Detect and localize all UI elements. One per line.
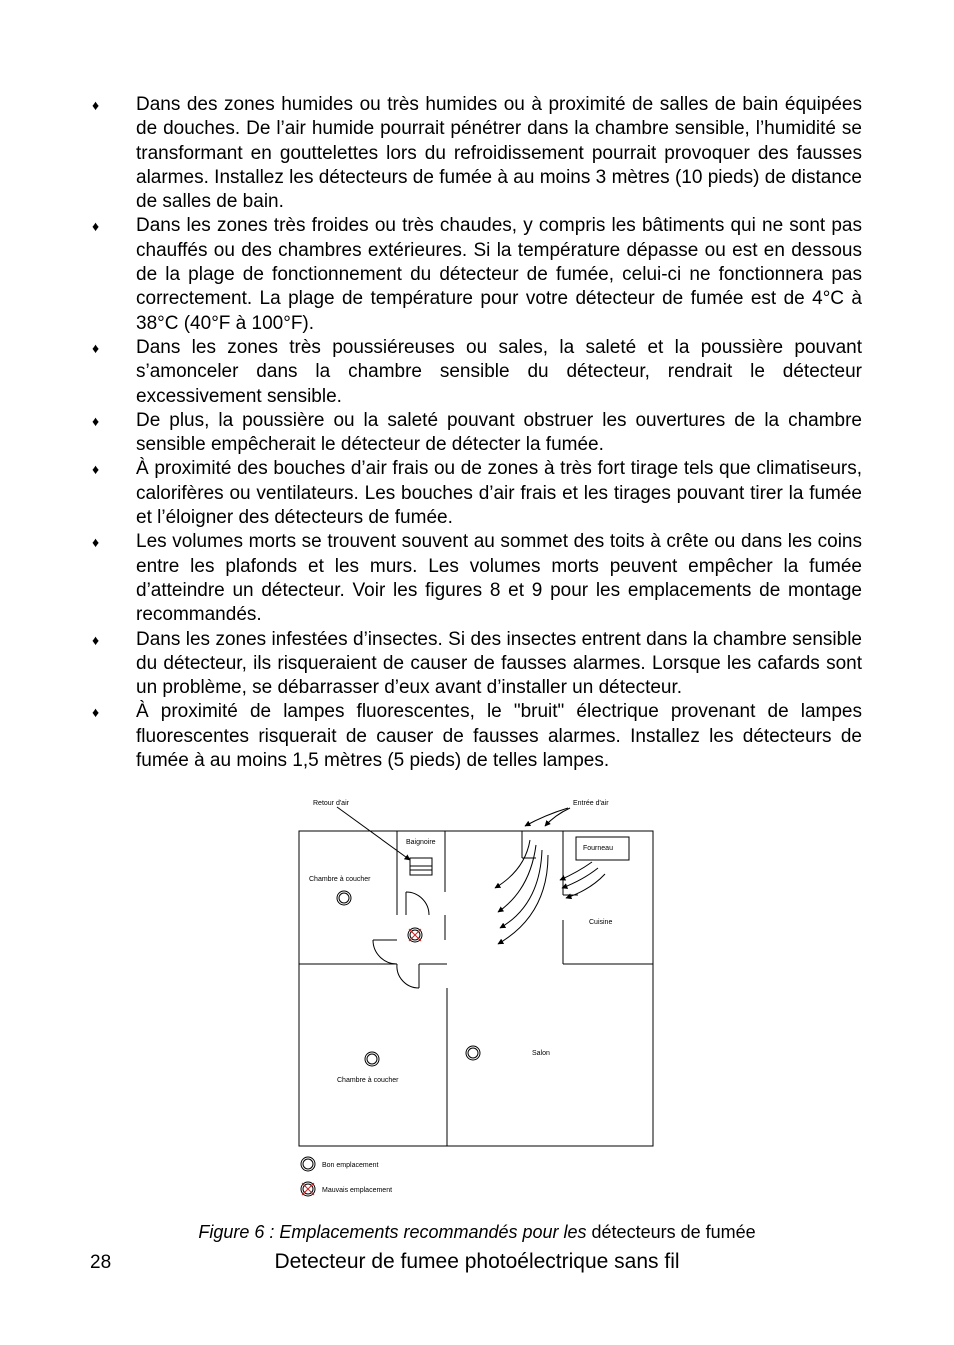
bullet-item bbox=[92, 214, 862, 335]
bullet-text: À proximité de lampes fluorescentes, le "bruit" électrique provenant de lampes fluorescentes risquerait de causer de fausses alarmes. Installez les détecteurs de fumée à au moins 1,5 mètres (5 pieds) de telles lampes. bbox=[136, 701, 862, 772]
bullet-symbol: ♦ bbox=[92, 339, 100, 356]
cuisine-label: Cuisine bbox=[589, 919, 613, 926]
entree-air-label: Entrée d'air bbox=[573, 800, 609, 807]
bullet-item bbox=[92, 700, 862, 773]
caption-normal: détecteurs de fumée bbox=[586, 1222, 756, 1242]
legend-bad-icon bbox=[301, 1182, 315, 1196]
legend-good-label: Bon emplacement bbox=[322, 1162, 379, 1169]
good-detector-icon bbox=[466, 1046, 480, 1060]
bullet-text: À proximité des bouches d’air frais ou de zones à très fort tirage tels que climatiseurs, calorifères ou ventilateurs. Les bouches d’air frais et les tirages pouvant tirer la fumée et l’éloigner des détecteurs de fumée. bbox=[136, 458, 862, 529]
caption-italic: Figure 6 : Emplacements recommandés pour les bbox=[198, 1222, 587, 1242]
bullet-symbol: ♦ bbox=[92, 704, 100, 721]
bullet-item bbox=[92, 409, 862, 458]
bullet-text: Dans les zones infestées d’insectes. Si des insectes entrent dans la chambre sensible du détecteur, ils risqueraient de causer de fausses alarmes. Lorsque les cafards sont un problème, se débarrasser d’eux avant d’installer un détecteur. bbox=[136, 628, 862, 699]
baignoire-label: Baignoire bbox=[406, 839, 436, 846]
bullet-symbol: ♦ bbox=[92, 412, 100, 429]
footer-title: Detecteur de fumee photoélectrique sans fil bbox=[274, 1250, 680, 1273]
bullet-symbol: ♦ bbox=[92, 97, 100, 113]
good-detector-icon bbox=[337, 891, 351, 905]
bullet-item bbox=[92, 530, 862, 627]
bullet-text: Dans des zones humides ou très humides ou à proximité de salles de bain équipées de douches. De l’air humide pourrait pénétrer dans la chambre sensible, l’humidité se transformant en gouttelettes lors du refroidissement pourrait provoquer des fausses alarmes. Installez les détecteurs de fumée à au moins 3 mètres (10 pieds) de distance de salles de bain. bbox=[136, 94, 862, 213]
floor-plan-figure bbox=[270, 796, 690, 1206]
bullet-text: De plus, la poussière ou la saleté pouvant obstruer les ouvertures de la chambre sensible empêcherait le détecteur de détecter la fumée. bbox=[136, 409, 862, 456]
bullet-symbol: ♦ bbox=[92, 218, 100, 235]
bullet-symbol: ♦ bbox=[92, 631, 100, 648]
fourneau-label: Fourneau bbox=[583, 845, 613, 852]
legend-good-icon bbox=[301, 1157, 315, 1171]
bullet-text: Dans les zones très poussiéreuses ou sales, la saleté et la poussière pouvant s’amonceler dans la chambre sensible du détecteur, rendrait le détecteur excessivement sensible. bbox=[136, 336, 862, 407]
salon-label: Salon bbox=[532, 1050, 550, 1057]
bullet-item bbox=[92, 628, 862, 701]
chambre-2-label: Chambre à coucher bbox=[337, 1077, 399, 1084]
page-number: 28 bbox=[90, 1252, 112, 1273]
bad-detector-icon bbox=[408, 928, 422, 942]
bullet-symbol: ♦ bbox=[92, 534, 100, 551]
bullet-symbol: ♦ bbox=[92, 461, 100, 478]
bullet-item bbox=[92, 457, 862, 530]
good-detector-icon bbox=[365, 1052, 379, 1066]
bullet-text: Les volumes morts se trouvent souvent au sommet des toits à crête ou dans les coins entre les plafonds et les murs. Les volumes morts peuvent empêcher la fumée d’atteindre un détecteur. Voir les figures 8 et 9 pour les emplacements de montage recommandés. bbox=[136, 531, 862, 626]
bullet-list bbox=[92, 93, 862, 773]
bullet-item bbox=[92, 336, 862, 409]
retour-air-pointer bbox=[337, 807, 410, 860]
retour-air-label: Retour d'air bbox=[313, 800, 349, 807]
legend-bad-label: Mauvais emplacement bbox=[322, 1187, 393, 1194]
return-air-grille-icon bbox=[410, 858, 432, 875]
bullet-text: Dans les zones très froides ou très chaudes, y compris les bâtiments qui ne sont pas chauffés ou des chambres extérieures. Si la température dépasse ou est en dessous de la plage de fonctionnement du détecteur de fumée, celui-ci ne fonctionnera pas correctement. La plage de température pour votre détecteur de fumée est de 4°C à 38°C (40°F à 100°F). bbox=[136, 215, 862, 334]
bullet-item bbox=[92, 93, 862, 214]
chambre-1-label: Chambre à coucher bbox=[309, 876, 371, 883]
figure-caption bbox=[0, 1222, 954, 1243]
